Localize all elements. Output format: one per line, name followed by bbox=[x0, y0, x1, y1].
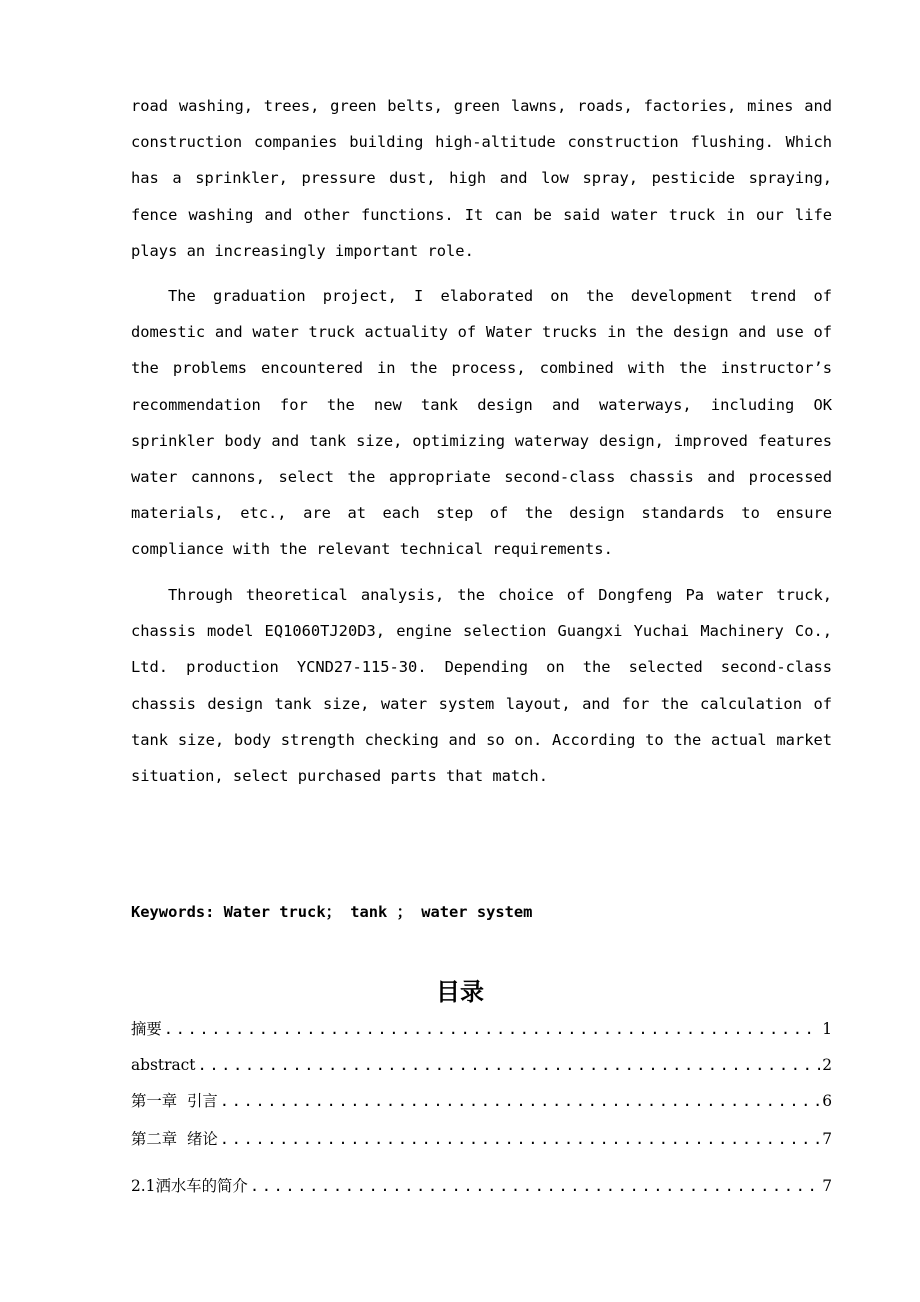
toc-entry-page: 7 bbox=[822, 1177, 832, 1195]
toc-entry-page: 7 bbox=[822, 1130, 832, 1148]
toc-entry-page: 2 bbox=[822, 1056, 832, 1074]
toc-leader-dots bbox=[197, 1053, 820, 1077]
toc-entry bbox=[131, 1089, 832, 1113]
toc-entry-label: 摘要 bbox=[131, 1020, 162, 1038]
toc-entry-page: 6 bbox=[822, 1092, 832, 1110]
toc-entry-label: 第一章 引言 bbox=[131, 1092, 218, 1110]
body-paragraph: The graduation project, I elaborated on the development trend of domestic and water truck actuality of Water trucks in the design and use of the problems encountered in the process, combined with the instructor’s recommendation for the new tank design and waterways, including OK sprinkler body and tank size, optimizing waterway design, improved features water cannons, select the appropriate second-class chassis and processed materials, etc., are at each step of the design standards to ensure compliance with the relevant technical requirements. bbox=[131, 287, 832, 559]
toc-entry-label: 2.1洒水车的简介 bbox=[131, 1177, 248, 1195]
toc-entry-label: abstract bbox=[131, 1056, 196, 1074]
toc-entry bbox=[131, 1174, 832, 1198]
toc-leader-dots bbox=[250, 1174, 820, 1198]
toc-entry-label: 第二章 绪论 bbox=[131, 1130, 218, 1148]
toc-leader-dots bbox=[220, 1089, 820, 1113]
toc-entry bbox=[131, 1127, 832, 1151]
toc-leader-dots bbox=[164, 1017, 820, 1041]
keywords-line: Keywords: Water truck； tank ； water system bbox=[131, 903, 533, 921]
body-paragraph: road washing, trees, green belts, green lawns, roads, factories, mines and construction companies building high-altitude construction flushing. Which has a sprinkler, pressure dust, high and low spray, pesticide spraying, fence washing and other functions. It can be said water truck in our life plays an increasingly important role. bbox=[131, 97, 832, 260]
toc-entry bbox=[131, 1053, 832, 1077]
toc-title: 目录 bbox=[436, 978, 484, 1006]
toc-entry bbox=[131, 1017, 832, 1041]
toc-leader-dots bbox=[220, 1127, 820, 1151]
body-paragraph: Through theoretical analysis, the choice of Dongfeng Pa water truck, chassis model EQ1060TJ20D3, engine selection Guangxi Yuchai Machinery Co., Ltd. production YCND27-115-30. Depending on the selected second-class chassis design tank size, water system layout, and for the calculation of tank size, body strength checking and so on. According to the actual market situation, select purchased parts that match. bbox=[131, 586, 832, 786]
toc-entry-page: 1 bbox=[822, 1020, 832, 1038]
